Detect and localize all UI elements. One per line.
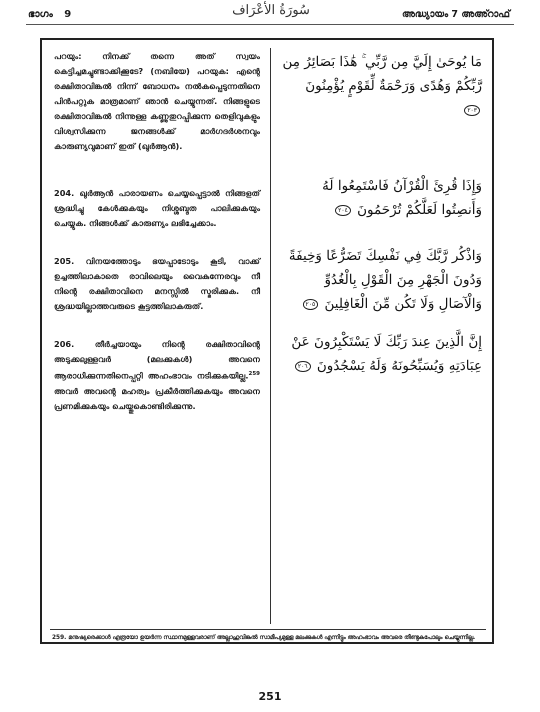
translation-203-continued: പറയും: നിനക്ക് തന്നെ അത് സ്വയം കെട്ടിച്ചമച്ചുണ്ടാക്കിക്കൂടേ? (നബിയേ) പറയുക: എന്റെ രക്ഷിതാവിങ്കല്‍ നിന്ന് ബോധനം നല്‍കപ്പെടുന്നതിനെ പിന്‍പറ്റുക മാത്രമാണ് ഞാന്‍ ചെയ്യുന്നത്. നിങ്ങളുടെ രക്ഷിതാവിങ്കല്‍ നിന്നുള്ള കണ്ണുതുറപ്പിക്കുന്ന തെളിവുകളും വിശ്വസിക്കുന്ന ജനങ്ങള്‍ക്ക് മാര്‍ഗദര്‍ശനവും കാരുണ്യവുമാണ് ഇത് (ഖുര്‍ആന്‍). [54, 51, 260, 151]
arabic-verse-203-text: مَا يُوحَىٰ إِلَيَّ مِن رَّبِّي ۚ هَٰذَا بَصَائِرُ مِن رَّبِّكُمْ وَهُدًى وَرَحْمَةٌ لِّقَوْمٍ يُؤْمِنُونَ [282, 54, 482, 94]
arabic-verse-203 [282, 50, 482, 122]
translation-205: 205. വിനയത്തോടും ഭയപ്പാടോടും കൂടി, വാക്ക് ഉച്ചത്തിലാകാതെ രാവിലെയും വൈകുന്നേരവും നീ നിന്റെ രക്ഷിതാവിനെ മനസ്സില്‍ സ്മരിക്കുക. നീ ശ്രദ്ധയില്ലാത്തവരുടെ കൂട്ടത്തിലാകരുത്. [54, 256, 260, 311]
arabic-verse-204 [282, 174, 482, 222]
ayah-number-205: ٢٠٥ [303, 299, 319, 310]
translation-204: 204. ഖുര്‍ആന്‍ പാരായണം ചെയ്യപ്പെട്ടാല്‍ നിങ്ങളത് ശ്രദ്ധിച്ചു കേള്‍ക്കുകയും നിശ്ശബ്ദത പാലിക്കുകയും ചെയ്യുക. നിങ്ങള്‍ക്ക് കാരുണ്യം ലഭിച്ചേക്കാം. [54, 188, 260, 228]
arabic-verse-205 [282, 244, 482, 316]
part-label [28, 9, 71, 20]
translation-206 [54, 337, 260, 414]
malayalam-translation-column [54, 49, 260, 437]
chapter-label: അദ്ധ്യായം 7 അഅ്റാഫ് [401, 9, 510, 20]
translation-206-part-b: അവര്‍ അവന്റെ മഹത്വം പ്രകീര്‍ത്തിക്കുകയും അവനെ പ്രണമിക്കുകയും ചെയ്തുകൊണ്ടിരിക്കുന്നു. [54, 385, 260, 411]
part-word: ഭാഗം [28, 9, 53, 20]
header-rule [26, 24, 514, 25]
ayah-number-203: ٢٠٣ [464, 105, 480, 116]
arabic-verse-206 [282, 330, 482, 378]
surah-title-calligraphy: سُورَةُ الأعْرَاف [232, 3, 310, 18]
footnote-259: 259. മനുഷ്യരെക്കാള്‍ എത്രയോ ഉയര്‍ന്ന സ്ഥാനമുള്ളവരാണ് അല്ലാഹുവിങ്കല്‍ സാമീപ്യമുള്ള മലക്കുകള്‍ എന്നിട്ടും അഹംഭാവം അവരെ തീണ്ടുകപോലും ചെയ്യുന്നില്ല. [52, 635, 476, 641]
arabic-verse-204-text: وَإِذَا قُرِئَ الْقُرْآنُ فَاسْتَمِعُوا لَهُ وَأَنصِتُوا لَعَلَّكُمْ تُرْحَمُونَ [322, 178, 482, 218]
page-number: 251 [258, 690, 282, 703]
footnote-rule [50, 629, 486, 630]
part-number: 9 [64, 9, 72, 20]
page-header [0, 0, 540, 30]
arabic-verse-205-text: وَاذْكُر رَّبَّكَ فِي نَفْسِكَ تَضَرُّعًا وَخِيفَةً وَدُونَ الْجَهْرِ مِنَ الْقَوْلِ بِالْغُدُوِّ وَالْآصَالِ وَلَا تَكُن مِّنَ الْغَافِلِينَ [288, 248, 482, 312]
arabic-verse-206-text: إِنَّ الَّذِينَ عِندَ رَبِّكَ لَا يَسْتَكْبِرُونَ عَنْ عِبَادَتِهِ وَيُسَبِّحُونَهُ وَلَهُ يَسْجُدُونَ [291, 334, 482, 374]
translation-206-part-a: 206. തീര്‍ച്ചയായും നിന്റെ രക്ഷിതാവിന്റെ അടുക്കലുള്ളവര്‍ (മലക്കുകള്‍) അവനെ ആരാധിക്കുന്നതിനെപ്പറ്റി അഹംഭാവം നടിക്കുകയില്ല. [54, 339, 260, 381]
ayah-number-204: ٢٠٤ [335, 205, 351, 216]
footnote-ref[interactable]: 259 [248, 371, 260, 377]
ayah-number-206: ٢٠٦ [295, 361, 311, 372]
column-divider [270, 48, 271, 624]
